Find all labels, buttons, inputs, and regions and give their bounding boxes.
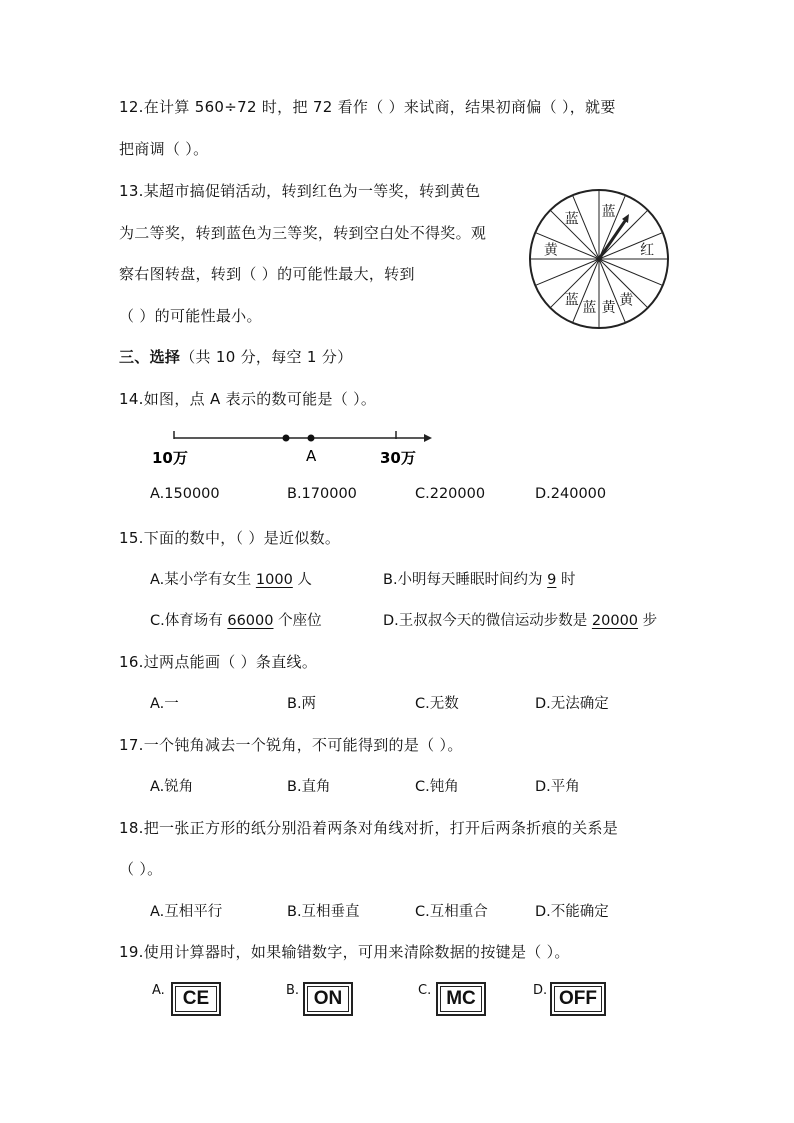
q18-stem-line1: 18.把一张正方形的纸分别沿着两条对角线对折，打开后两条折痕的关系是 xyxy=(119,819,619,837)
q17-option-c[interactable]: C.钝角 xyxy=(415,779,459,795)
q15-c-number: 66000 xyxy=(227,613,274,629)
q13-line3: 察右图转盘，转到（ ）的可能性最大，转到 xyxy=(119,265,415,283)
q13-line2: 为二等奖，转到蓝色为三等奖，转到空白处不得奖。观 xyxy=(119,224,487,242)
wheel-sector-label: 红 xyxy=(640,242,655,259)
q15-option-b[interactable] xyxy=(383,568,576,589)
q17-option-d[interactable]: D.平角 xyxy=(535,779,580,795)
q17-option-b[interactable]: B.直角 xyxy=(287,779,331,795)
q19-option-d-letter: D. xyxy=(533,983,548,998)
q15-b-unit: 时 xyxy=(556,572,576,588)
wheel-sector-label: 蓝 xyxy=(564,292,579,309)
number-line-right-label: 30万 xyxy=(380,449,416,467)
q14-option-c[interactable]: C.220000 xyxy=(415,486,486,502)
q19-option-b-letter: B. xyxy=(286,983,300,998)
q15-d-unit: 步 xyxy=(638,613,658,629)
q15-option-d[interactable] xyxy=(383,609,657,630)
q19-stem: 19.使用计算器时，如果输错数字，可用来清除数据的按键是（ ）。 xyxy=(119,943,570,961)
q18-option-c[interactable]: C.互相重合 xyxy=(415,904,488,920)
section-heading xyxy=(119,346,352,367)
wheel-sector-label: 黄 xyxy=(601,300,616,317)
on-key[interactable]: ON xyxy=(303,982,353,1016)
spinner-wheel xyxy=(526,188,672,334)
q15-option-a[interactable] xyxy=(150,568,312,589)
q16-option-d[interactable]: D.无法确定 xyxy=(535,696,609,712)
q19-option-c-letter: C. xyxy=(418,983,432,998)
q15-option-c[interactable] xyxy=(150,609,322,630)
q19-option-a-letter: A. xyxy=(152,983,165,998)
wheel-sector-label: 蓝 xyxy=(601,203,616,220)
q14-option-a[interactable]: A.150000 xyxy=(150,486,220,502)
q15-stem: 15.下面的数中，（ ）是近似数。 xyxy=(119,529,341,547)
wheel-sector-label: 黄 xyxy=(543,242,558,259)
number-line xyxy=(150,425,440,470)
section-title: 三、选择 xyxy=(119,348,181,366)
q16-option-b[interactable]: B.两 xyxy=(287,696,317,712)
q14-option-b[interactable]: B.170000 xyxy=(287,486,357,502)
mc-key[interactable]: MC xyxy=(436,982,486,1016)
q15-c-unit: 个座位 xyxy=(273,613,322,629)
q15-a-unit: 人 xyxy=(292,572,312,588)
q12-line2: 把商调（ ）。 xyxy=(119,140,209,158)
q18-stem-line2: （ ）。 xyxy=(119,860,163,878)
q16-option-a[interactable]: A.一 xyxy=(150,696,179,712)
q16-option-c[interactable]: C.无数 xyxy=(415,696,459,712)
off-key[interactable]: OFF xyxy=(550,982,606,1016)
q15-b-text: B.小明每天睡眠时间约为 xyxy=(383,572,548,588)
wheel-sector-label: 黄 xyxy=(619,292,634,309)
q15-d-number: 20000 xyxy=(591,613,639,629)
q15-d-text: D.王叔叔今天的微信运动步数是 xyxy=(383,613,592,629)
ce-key[interactable]: CE xyxy=(171,982,221,1016)
q15-a-number: 1000 xyxy=(255,572,293,588)
q18-option-d[interactable]: D.不能确定 xyxy=(535,904,609,920)
q18-option-a[interactable]: A.互相平行 xyxy=(150,904,223,920)
number-line-point-a xyxy=(308,435,315,442)
q14-option-d[interactable]: D.240000 xyxy=(535,486,607,502)
q15-a-text: A.某小学有女生 xyxy=(150,572,256,588)
q13-line1: 13.某超市搞促销活动，转到红色为一等奖，转到黄色 xyxy=(119,182,481,200)
number-line-left-label: 10万 xyxy=(152,449,188,467)
q17-stem: 17.一个钝角减去一个锐角，不可能得到的是（ ）。 xyxy=(119,736,463,754)
q14-stem: 14.如图，点 A 表示的数可能是（ ）。 xyxy=(119,390,377,408)
wheel-sector-label: 蓝 xyxy=(582,300,597,317)
q13-line4: （ ）的可能性最小。 xyxy=(119,307,262,325)
number-line-point-label: A xyxy=(306,447,317,465)
q17-option-a[interactable]: A.锐角 xyxy=(150,779,194,795)
number-line-dot xyxy=(283,435,290,442)
q18-option-b[interactable]: B.互相垂直 xyxy=(287,904,360,920)
wheel-sector-label: 蓝 xyxy=(564,211,579,228)
q16-stem: 16.过两点能画（ ）条直线。 xyxy=(119,653,318,671)
section-note: （共 10 分，每空 1 分） xyxy=(180,348,353,366)
q15-b-number: 9 xyxy=(547,572,557,588)
q12-line1: 12.在计算 560÷72 时，把 72 看作（ ）来试商，结果初商偏（ ），就要 xyxy=(119,98,616,116)
q15-c-text: C.体育场有 xyxy=(150,613,228,629)
